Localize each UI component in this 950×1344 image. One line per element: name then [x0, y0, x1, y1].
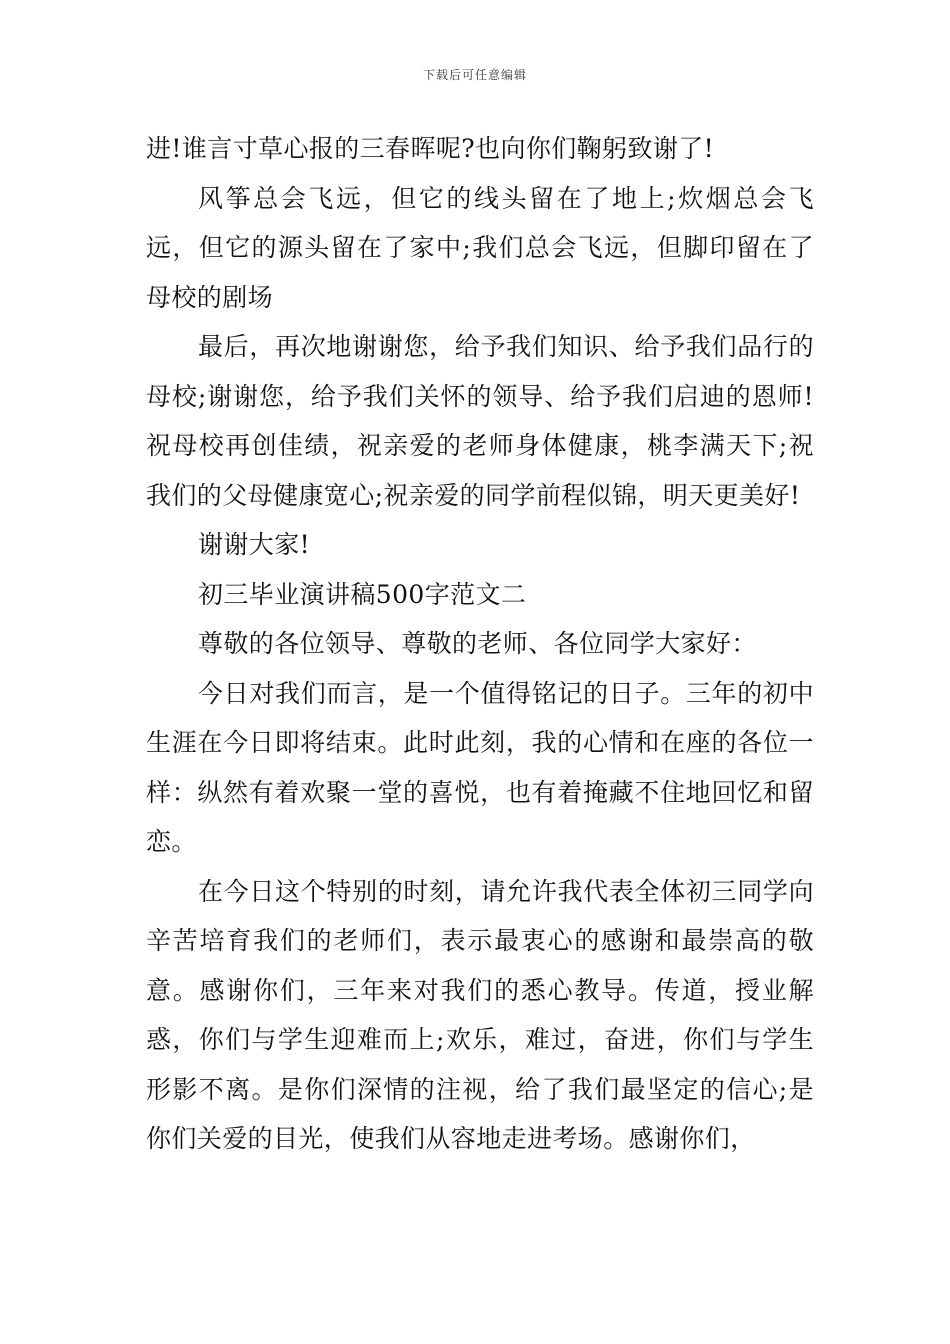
paragraph: 最后，再次地谢谢您，给予我们知识、给予我们品行的母校;谢谢您，给予我们关怀的领导、给予我们启迪的恩师!祝母校再创佳绩，祝亲爱的老师身体健康，桃李满天下;祝我们的父母健康宽心;祝亲爱的同学前程似锦，明天更美好! — [146, 332, 814, 510]
paragraph: 在今日这个特别的时刻，请允许我代表全体初三同学向辛苦培育我们的老师们，表示最衷心的感谢和最崇高的敬意。感谢你们，三年来对我们的悉心教导。传道，授业解惑，你们与学生迎难而上;欢乐，难过，奋进，你们与学生形影不离。是你们深情的注视，给了我们最坚定的信心;是你们关爱的目光，使我们从容地走进考场。感谢你们， — [146, 876, 814, 1153]
document-body — [146, 124, 814, 1164]
paragraph: 今日对我们而言，是一个值得铭记的日子。三年的初中生涯在今日即将结束。此时此刻，我的心情和在座的各位一样：纵然有着欢聚一堂的喜悦，也有着掩藏不住地回忆和留恋。 — [146, 678, 814, 856]
paragraph: 进!谁言寸草心报的三春晖呢?也向你们鞠躬致谢了! — [146, 134, 715, 163]
page-header-note: 下载后可任意编辑 — [422, 68, 527, 82]
paragraph: 风筝总会飞远，但它的线头留在了地上;炊烟总会飞远，但它的源头留在了家中;我们总会飞远，但脚印留在了母校的剧场 — [146, 183, 814, 312]
salutation: 尊敬的各位领导、尊敬的老师、各位同学大家好： — [198, 629, 757, 658]
section-title: 初三毕业演讲稿500字范文二 — [198, 579, 527, 609]
paragraph: 谢谢大家! — [198, 530, 311, 559]
